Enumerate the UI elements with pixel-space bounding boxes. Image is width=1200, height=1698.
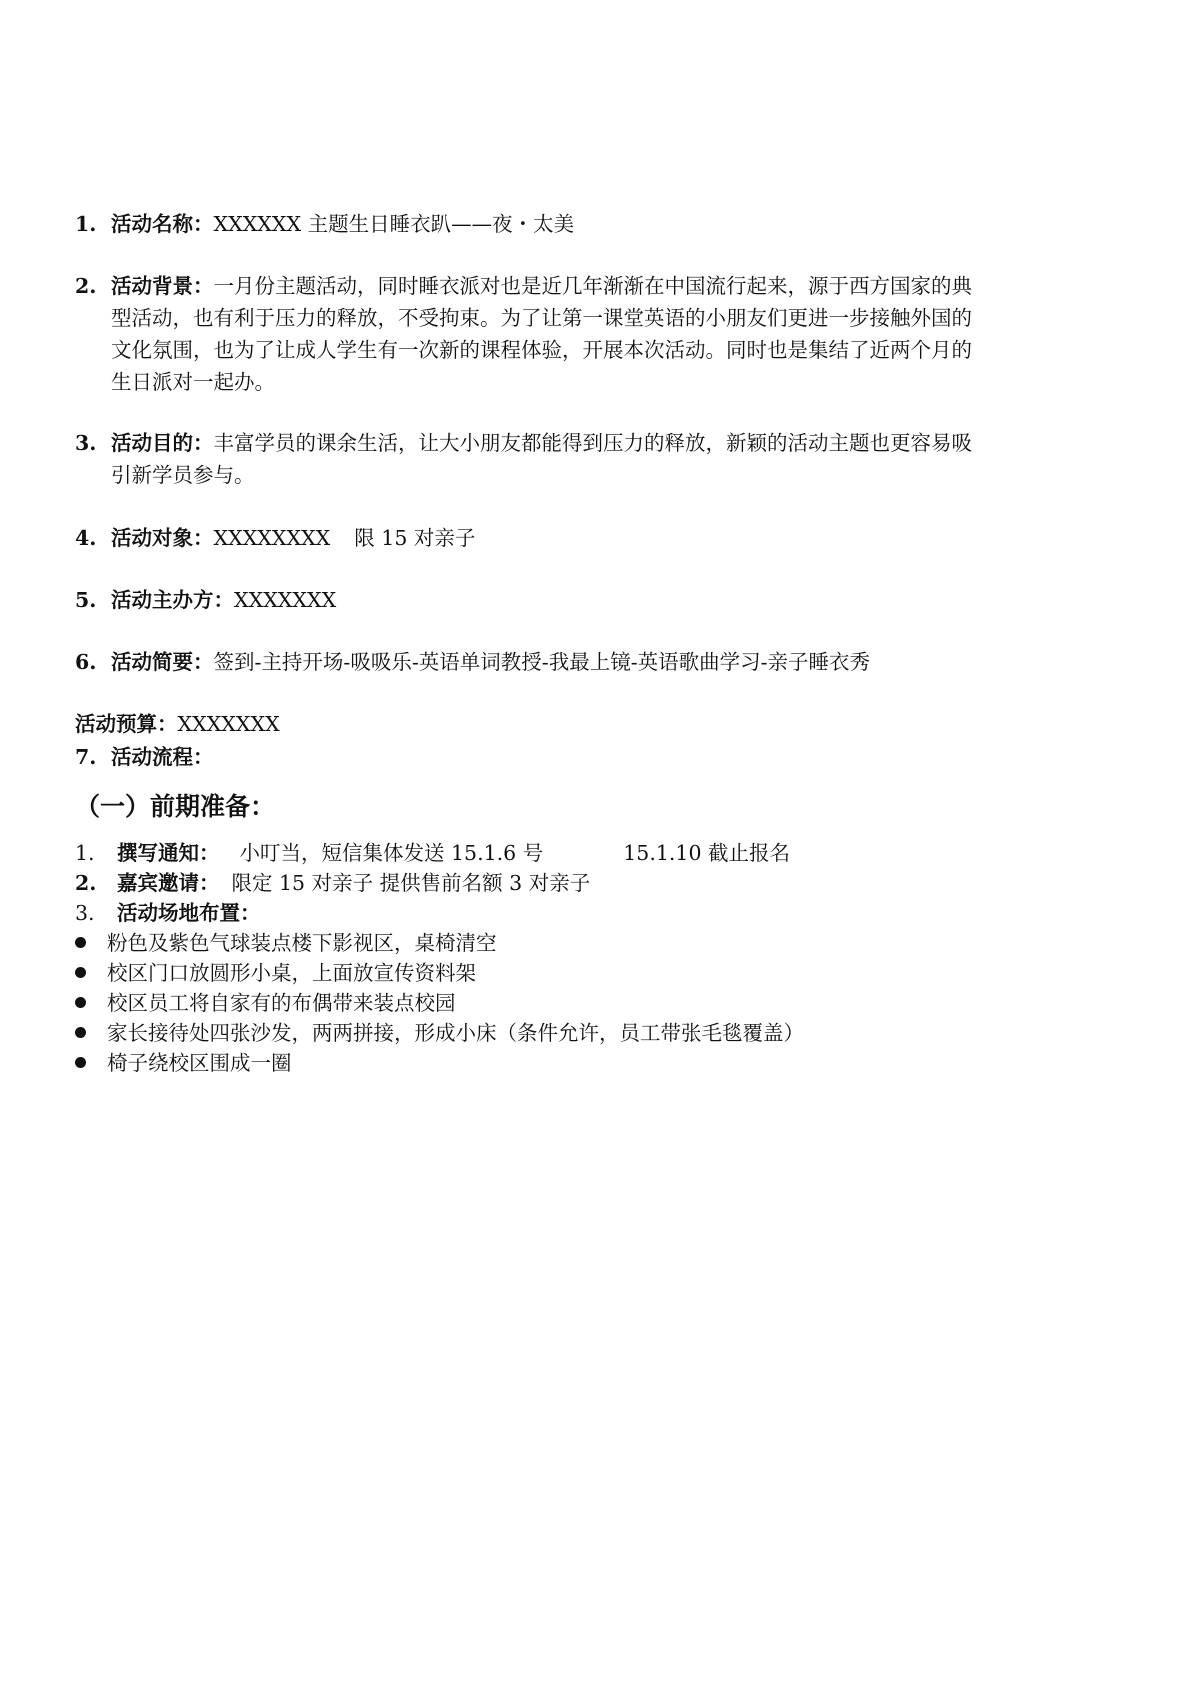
section-number: 3. (75, 431, 97, 455)
section-name (75, 208, 1135, 240)
bullet-icon (75, 937, 86, 948)
section-text: XXXXXXXX (213, 526, 331, 550)
bullet-item (75, 1018, 804, 1048)
section-line: 文化氛围，也为了让成人学生有一次新的课程体验，开展本次活动。同时也是集结了近两个月的 (111, 338, 972, 362)
bullet-item (75, 988, 456, 1018)
section-organizer (75, 584, 1135, 616)
bullet-text: 家长接待处四张沙发，两两拼接，形成小床（条件允许，员工带张毛毯覆盖） (107, 1021, 804, 1045)
prep-item-label: 撰写通知： (117, 841, 220, 865)
bullet-text: 校区员工将自家有的布偶带来装点校园 (107, 991, 456, 1015)
section-text: XXXXXX 主题生日睡衣趴——夜・太美 (213, 212, 575, 236)
bullet-icon (75, 967, 86, 978)
prep-item (75, 868, 590, 898)
section-text: 签到-主持开场-吸吸乐-英语单词教授-我最上镜-英语歌曲学习-亲子睡衣秀 (213, 650, 871, 674)
section-line: 丰富学员的课余生活，让大小朋友都能得到压力的释放，新颖的活动主题也更容易吸 (213, 431, 972, 455)
section-text: XXXXXXX (234, 588, 337, 612)
section-label: 活动名称： (111, 212, 214, 236)
section-background (75, 270, 1135, 398)
bullet-icon (75, 1027, 86, 1038)
section-extra: 限 15 对亲子 (354, 526, 476, 550)
section-label: 活动主办方： (111, 588, 234, 612)
section-purpose (75, 427, 1135, 491)
section-audience (75, 522, 1135, 554)
section-label: 活动背景： (111, 274, 214, 298)
prep-item (75, 898, 261, 928)
budget-line (75, 708, 280, 740)
section-line: 型活动，也有利于压力的释放，不受拘束。为了让第一课堂英语的小朋友们更进一步接触外国的 (111, 306, 972, 330)
section-label: 活动目的： (111, 431, 214, 455)
prep-item-extra: 15.1.10 截止报名 (623, 841, 791, 865)
process-line (75, 741, 214, 773)
process-label: 活动流程： (111, 745, 214, 769)
bullet-item (75, 1048, 292, 1078)
prep-item-number: 3. (75, 901, 95, 925)
prep-item-number: 2. (75, 871, 97, 895)
budget-label: 活动预算： (75, 712, 178, 736)
section-summary (75, 646, 1135, 678)
bullet-item (75, 928, 497, 958)
section-number: 1. (75, 212, 97, 236)
bullet-text: 粉色及紫色气球装点楼下影视区，桌椅清空 (107, 931, 497, 955)
section-number: 5. (75, 588, 97, 612)
section-line: 生日派对一起办。 (111, 370, 275, 394)
bullet-icon (75, 997, 86, 1008)
bullet-icon (75, 1057, 86, 1068)
section-number: 7. (75, 745, 97, 769)
prep-item-text: 小叮当，短信集体发送 15.1.6 号 (239, 841, 544, 865)
section-number: 2. (75, 274, 97, 298)
section-label: 活动简要： (111, 650, 214, 674)
prep-item-label: 活动场地布置： (117, 901, 261, 925)
section-number: 4. (75, 526, 97, 550)
prep-heading: （一）前期准备： (75, 792, 276, 821)
budget-text: XXXXXXX (177, 712, 280, 736)
section-number: 6. (75, 650, 97, 674)
prep-item (75, 838, 790, 868)
prep-item-label: 嘉宾邀请： (117, 871, 220, 895)
bullet-item (75, 958, 476, 988)
section-line: 引新学员参与。 (111, 463, 255, 487)
bullet-text: 校区门口放圆形小桌，上面放宣传资料架 (107, 961, 476, 985)
prep-item-text: 限定 15 对亲子 提供售前名额 3 对亲子 (231, 871, 591, 895)
prep-item-number: 1. (75, 841, 95, 865)
section-line: 一月份主题活动，同时睡衣派对也是近几年渐渐在中国流行起来，源于西方国家的典 (213, 274, 972, 298)
bullet-text: 椅子绕校区围成一圈 (107, 1051, 292, 1075)
section-label: 活动对象： (111, 526, 214, 550)
